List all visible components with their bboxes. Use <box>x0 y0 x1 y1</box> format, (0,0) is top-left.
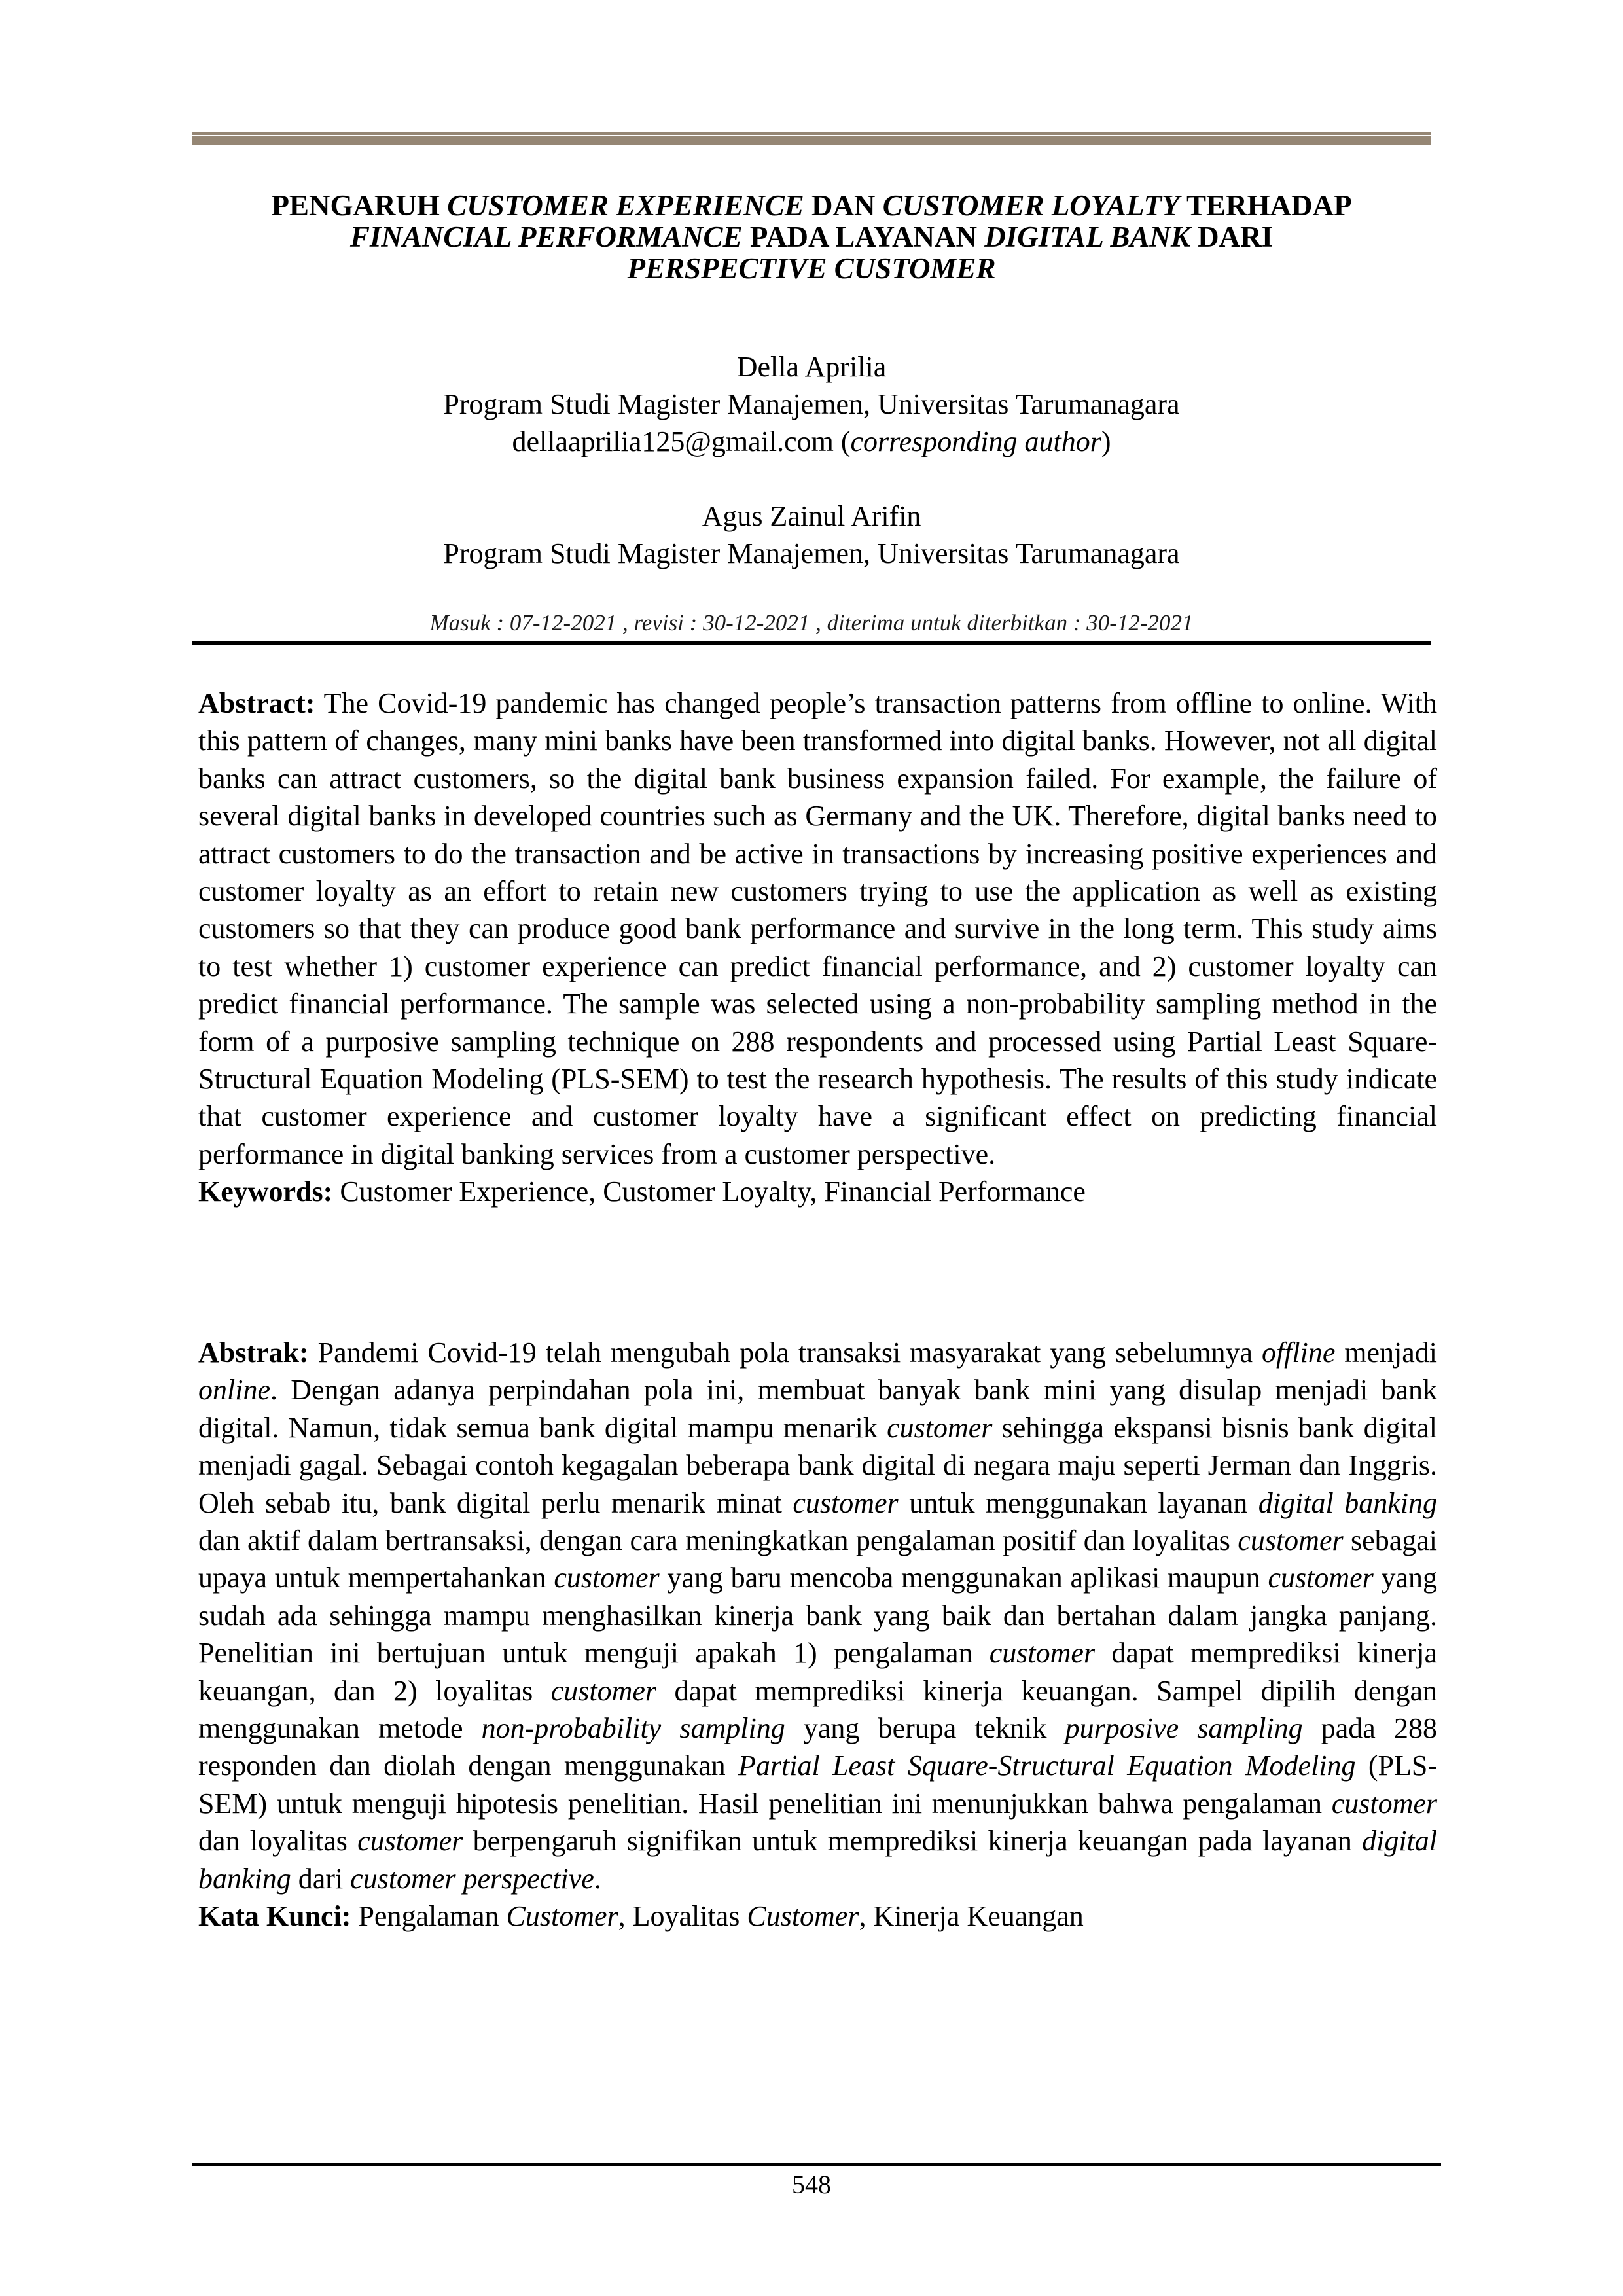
title-line-2 <box>192 221 1431 253</box>
abstract-id-paragraph <box>198 1334 1437 1897</box>
italic-run: customer <box>887 1411 993 1444</box>
text-run: PENGARUH <box>271 189 448 222</box>
text-run: menjadi <box>1335 1336 1438 1369</box>
text-run: dari <box>291 1862 351 1895</box>
paper-title <box>192 190 1431 284</box>
email-note-close: ) <box>1101 425 1111 457</box>
author-name: Della Aprilia <box>736 351 887 383</box>
text-run: DAN <box>804 189 883 222</box>
text-run: dan aktif dalam bertransaksi, dengan cara meningkatkan pengalaman positif dan loyalitas <box>198 1524 1238 1557</box>
abstract-en-label: Abstract: <box>198 687 315 719</box>
text-run: yang sudah ada sehingga mampu menghasilkan kinerja bank yang baik dan bertahan dalam jangka panjang. Penelitian ini bertujuan untuk menguji apakah 1) pengalaman <box>198 1562 1438 1670</box>
italic-run: customer <box>989 1637 1096 1670</box>
italic-run: online <box>198 1374 270 1407</box>
abstract-en-text: The Covid-19 pandemic has changed people’s transaction patterns from offline to online. With this pattern of changes, many mini banks have been transformed into digital banks. However, not all digital banks can attract customers, so the digital bank business expansion failed. For example, the failure of several digital banks in developed countries such as Germany and the UK. Therefore, digital banks need to attract customers to do the transaction and be active in transactions by increasing positive experiences and customer loyalty as an effort to retain new customers trying to use the application as well as existing customers so that they can produce good bank performance and survive in the long term. This study aims to test whether 1) customer experience can predict financial performance, and 2) customer loyalty can predict financial performance. The sample was selected using a non-probability sampling method in the form of a purposive sampling technique on 288 respondents and processed using Partial Least Square-Structural Equation Modeling (PLS-SEM) to test the research hypothesis. The results of this study indicate that customer experience and customer loyalty have a significant effect on predicting financial performance in digital banking services from a customer perspective. <box>198 687 1437 1170</box>
italic-run: digital banking <box>1258 1486 1437 1519</box>
italic-run: customer <box>550 1674 657 1707</box>
author-email-line <box>192 423 1431 460</box>
email-note-open: ( <box>840 425 851 457</box>
italic-run: customer perspective <box>350 1862 594 1895</box>
abstract-id-text <box>198 1336 1437 1895</box>
text-run: PADA LAYANAN <box>742 221 985 253</box>
keywords-id <box>198 1897 1437 1935</box>
text-run: dapat memprediksi kinerja keuangan, dan 2) loyalitas <box>198 1637 1437 1707</box>
page-number: 548 <box>792 2170 831 2199</box>
keywords-id-text <box>351 1900 1083 1932</box>
keywords-en-label: Keywords: <box>198 1175 333 1208</box>
text-run: , Loyalitas <box>618 1900 747 1933</box>
italic-run: customer <box>554 1562 660 1594</box>
italic-run: customer <box>357 1825 463 1857</box>
keywords-id-label: Kata Kunci: <box>198 1900 351 1933</box>
author-name: Agus Zainul Arifin <box>702 500 921 532</box>
italic-run: CUSTOMER LOYALTY <box>882 189 1180 222</box>
text-run: sebagai upaya untuk mempertahankan <box>198 1524 1437 1594</box>
author-block <box>192 348 1431 572</box>
italic-run: Customer <box>506 1900 618 1933</box>
abstract-id-label: Abstrak: <box>198 1336 309 1369</box>
author-affiliation: Program Studi Magister Manajemen, Universitas Tarumanagara <box>443 537 1180 569</box>
abstract-indonesian <box>198 1334 1437 1935</box>
text-run: pada 288 responden dan diolah dengan menggunakan <box>198 1712 1437 1782</box>
italic-run: non-probability sampling <box>481 1712 785 1745</box>
text-run: . Dengan adanya perpindahan pola ini, membuat banyak bank mini yang disulap menjadi bank digital. Namun, tidak semua bank digital mampu menarik <box>198 1374 1437 1444</box>
text-run: , Kinerja Keuangan <box>859 1900 1084 1933</box>
italic-run: customer <box>793 1486 899 1519</box>
text-run: untuk menggunakan layanan <box>898 1486 1258 1519</box>
italic-run: DIGITAL BANK <box>984 221 1190 253</box>
text-run: Pengalaman <box>351 1900 507 1933</box>
keywords-en <box>198 1173 1437 1210</box>
italic-run: offline <box>1261 1336 1336 1369</box>
title-line-3 <box>192 253 1431 284</box>
italic-run: CUSTOMER EXPERIENCE <box>447 189 804 222</box>
abstract-en-paragraph <box>198 685 1437 1173</box>
header-rule-thick <box>192 136 1431 145</box>
text-run: dapat memprediksi kinerja keuangan. Sampel dipilih dengan menggunakan metode <box>198 1674 1437 1745</box>
text-run: dan loyalitas <box>198 1825 358 1857</box>
text-run: berpengaruh signifikan untuk memprediksi kinerja keuangan pada layanan <box>463 1825 1363 1857</box>
submission-dates: Masuk : 07-12-2021 , revisi : 30-12-2021 , diterima untuk diterbitkan : 30-12-2021 <box>429 610 1194 636</box>
abstract-english <box>198 685 1437 1211</box>
text-run: Pandemi Covid-19 telah mengubah pola transaksi masyarakat yang sebelumnya <box>317 1336 1262 1369</box>
text-run: TERHADAP <box>1179 189 1352 222</box>
italic-run: customer <box>1268 1562 1374 1594</box>
author-affiliation: Program Studi Magister Manajemen, Universitas Tarumanagara <box>443 388 1180 420</box>
author-email[interactable]: dellaaprilia125@gmail.com <box>512 425 834 457</box>
italic-run: Partial Least Square-Structural Equation Modeling <box>738 1749 1356 1782</box>
italic-run: customer <box>1238 1524 1344 1557</box>
italic-run: customer <box>1331 1787 1437 1820</box>
text-run: yang baru mencoba menggunakan aplikasi maupun <box>659 1562 1268 1594</box>
italic-run: digital banking <box>198 1825 1437 1895</box>
italic-run: FINANCIAL PERFORMANCE <box>349 221 743 253</box>
italic-run: PERSPECTIVE CUSTOMER <box>627 252 996 285</box>
text-run: . <box>594 1862 601 1895</box>
text-run: (PLS-SEM) untuk menguji hipotesis penelitian. Hasil penelitian ini menunjukkan bahwa pengalaman <box>198 1749 1438 1820</box>
header-rule-thin <box>192 132 1431 135</box>
corresponding-author-note: corresponding author <box>850 425 1101 457</box>
author-gap <box>192 460 1431 497</box>
title-line-1 <box>192 190 1431 221</box>
keywords-en-text: Customer Experience, Customer Loyalty, Financial Performance <box>340 1175 1086 1208</box>
italic-run: purposive sampling <box>1065 1712 1303 1745</box>
text-run: DARI <box>1190 221 1274 253</box>
italic-run: Customer <box>747 1900 859 1933</box>
footer-rule <box>192 2163 1441 2166</box>
text-run: sehingga ekspansi bisnis bank digital menjadi gagal. Sebagai contoh kegagalan beberapa bank digital di negara maju seperti Jerman dan Inggris. Oleh sebab itu, bank digital perlu menarik minat <box>198 1411 1438 1519</box>
section-divider <box>192 641 1431 645</box>
text-run: yang berupa teknik <box>785 1712 1065 1745</box>
